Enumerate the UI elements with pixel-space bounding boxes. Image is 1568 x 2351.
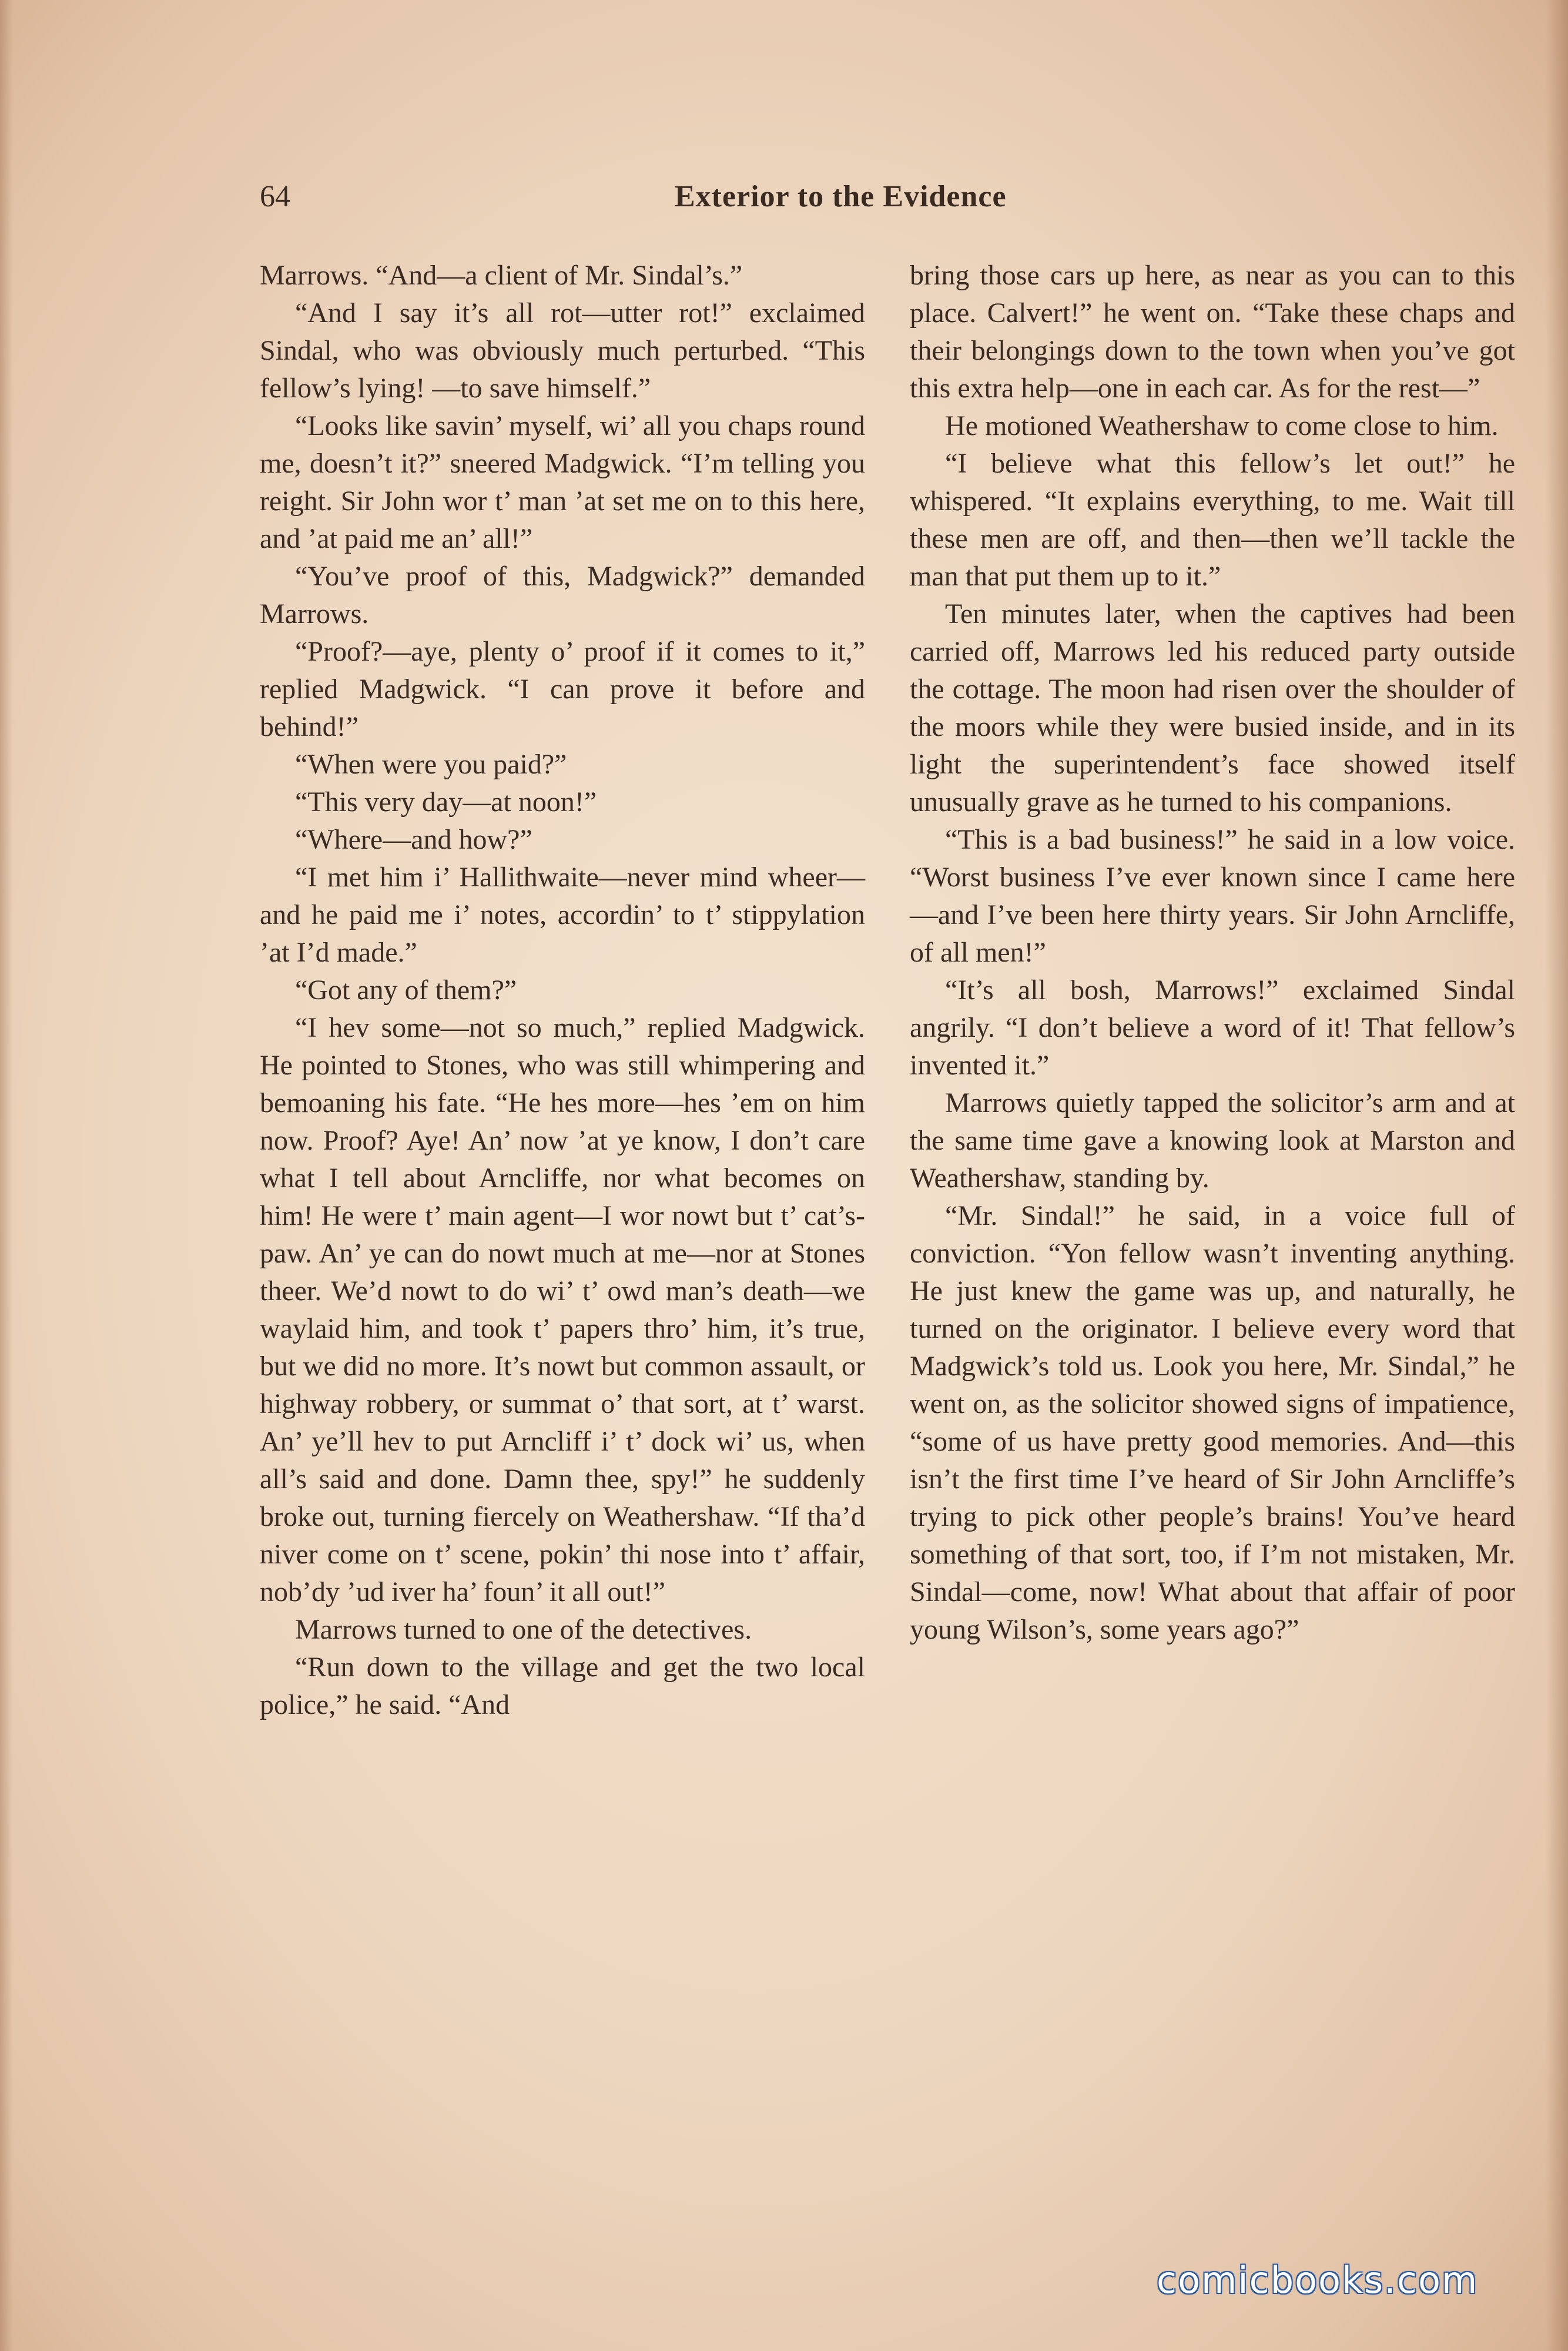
right-column <box>910 257 1515 1649</box>
paragraph: Marrows turned to one of the detectives. <box>295 1614 752 1645</box>
page-number: 64 <box>260 180 290 213</box>
paragraph: “It’s all bosh, Marrows!” exclaimed Sindal angrily. “I don’t believe a word of it! That fellow’s invented it.” <box>910 974 1515 1081</box>
page-edge-shadow-right <box>1546 0 1568 2351</box>
paragraph: “This is a bad business!” he said in a low voice. “Worst business I’ve ever known since I came here—and I’ve been here thirty years. Sir John Arncliffe, of all men!” <box>910 824 1515 968</box>
paragraph: “Proof?—aye, plenty o’ proof if it comes to it,” replied Madgwick. “I can prove it before and behind!” <box>260 636 865 742</box>
running-title: Exterior to the Evidence <box>675 180 1007 213</box>
paragraph: “Looks like savin’ myself, wi’ all you chaps round me, doesn’t it?” sneered Madgwick. “I’m telling you reight. Sir John wor t’ man ’at set me on to this here, and ’at paid me an’ all!” <box>260 410 865 554</box>
paragraph: “When were you paid?” <box>295 749 567 780</box>
running-head <box>260 176 1515 217</box>
paragraph: “Where—and how?” <box>295 824 532 855</box>
paragraph: Ten minutes later, when the captives had been carried off, Marrows led his reduced party outside the cottage. The moon had risen over the shoulder of the moors while they were busied inside, and in its light the superintendent’s face showed itself unusually grave as he turned to his companions. <box>910 598 1515 818</box>
paragraph: He motioned Weathershaw to come close to him. <box>945 410 1499 441</box>
paragraph: bring those cars up here, as near as you can to this place. Calvert!” he went on. “Take these chaps and their belongings down to the town when you’ve got this extra help—one in each car. As for the rest—” <box>910 260 1515 404</box>
paragraph: “I believe what this fellow’s let out!” he whispered. “It explains everything, to me. Wait till these men are off, and then—then we’ll tackle the man that put them up to it.” <box>910 448 1515 592</box>
page-edge-shadow-left <box>0 0 13 2351</box>
watermark-logo: comicbooks.com <box>1157 2259 1479 2302</box>
paragraph: “And I say it’s all rot—utter rot!” exclaimed Sindal, who was obviously much perturbed. “This fellow’s lying! —to save himself.” <box>260 297 865 404</box>
paragraph: “Mr. Sindal!” he said, in a voice full of conviction. “Yon fellow wasn’t inventing anything. He just knew the game was up, and naturally, he turned on the originator. I believe every word that Madgwick’s told us. Look you here, Mr. Sindal,” he went on, as the solicitor showed signs of impatience, “some of us have pretty good memories. And—this isn’t the first time I’ve heard of Sir John Arncliffe’s trying to pick other people’s brains! You’ve heard something of that sort, too, if I’m not mistaken, Mr. Sindal—come, now! What about that affair of poor young Wilson’s, some years ago?” <box>910 1200 1515 1645</box>
left-column <box>260 257 865 1724</box>
paragraph: “You’ve proof of this, Madgwick?” demanded Marrows. <box>260 561 865 629</box>
paragraph: Marrows quietly tapped the solicitor’s arm and at the same time gave a knowing look at Marston and Weathershaw, standing by. <box>910 1087 1515 1194</box>
paragraph: “Got any of them?” <box>295 974 517 1006</box>
paragraph: Marrows. “And—a client of Mr. Sindal’s.” <box>260 260 743 291</box>
paragraph: “I hev some—not so much,” replied Madgwick. He pointed to Stones, who was still whimpering and bemoaning his fate. “He hes more—hes ’em on him now. Proof? Aye! An’ now ’at ye know, I don’t care what I tell about Arncliffe, nor what becomes on him! He were t’ main agent—I wor nowt but t’ cat’s-paw. An’ ye can do nowt much at me—nor at Stones theer. We’d nowt to do wi’ t’ owd man’s death—we waylaid him, and took t’ papers thro’ him, it’s true, but we did no more. It’s nowt but common assault, or highway robbery, or summat o’ that sort, at t’ warst. An’ ye’ll hev to put Arncliff i’ t’ dock wi’ us, when all’s said and done. Damn thee, spy!” he suddenly broke out, turning fiercely on Weathershaw. “If tha’d niver come on t’ scene, pokin’ thi nose into t’ affair, nob’dy ’ud iver ha’ foun’ it all out!” <box>260 1012 865 1607</box>
paragraph: “Run down to the village and get the two local police,” he said. “And <box>260 1652 865 1720</box>
paragraph: “I met him i’ Hallithwaite—never mind wheer—and he paid me i’ notes, accordin’ to t’ stippylation ’at I’d made.” <box>260 862 865 968</box>
paragraph: “This very day—at noon!” <box>295 786 597 818</box>
